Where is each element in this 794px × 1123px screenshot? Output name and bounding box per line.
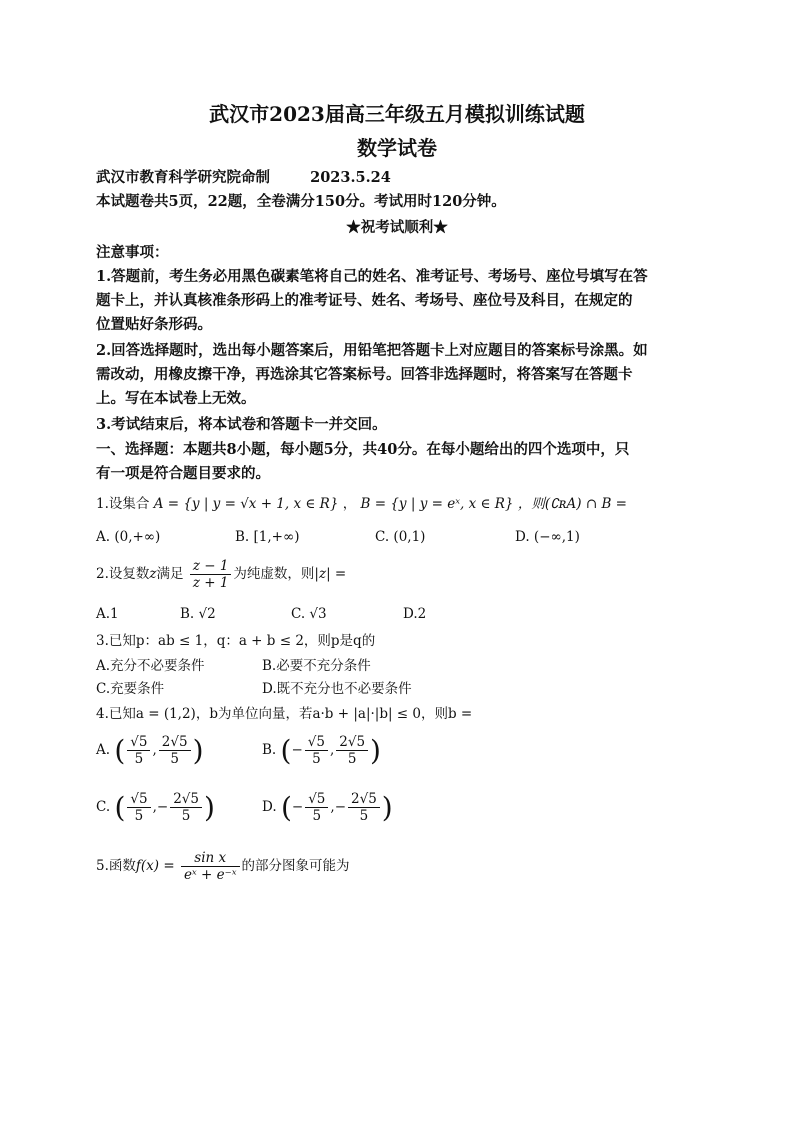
q4-numerator: √5 (127, 791, 150, 808)
q4-option-c: C. ( $\frac{√5}{5}$ ,− $\frac{2√5}{5}$ ) (96, 791, 215, 825)
q2-prefix: 2.设复数 (96, 566, 150, 583)
q2-var: z (149, 566, 157, 583)
q5-prefix: 5.函数 (96, 858, 136, 875)
q2-option-d: D.2 (403, 606, 427, 622)
q3-option-d: D.既不充分也不必要条件 (262, 681, 412, 697)
exam-meta (96, 166, 700, 187)
q2-mid: 满足 (156, 566, 184, 583)
exam-title: 武汉市2023届高三年级五月模拟训练试题 (209, 102, 585, 126)
q4-numerator: √5 (127, 734, 150, 751)
note-line: 2.回答选择题时，选出每小题答案后，用铅笔把答题卡上对应题目的答案标号涂黑。如 (96, 342, 648, 359)
q2-option-a: A.1 (96, 606, 119, 622)
q5-numerator: sin x (181, 850, 240, 867)
q4-sign: − (291, 742, 303, 759)
q4-option-d: D. (− $\frac{√5}{5}$ ,− $\frac{2√5}{5}$ ) (262, 791, 393, 825)
question-4: 4.已知a = (1,2)，b为单位向量，若a·b + |a|·|b| ≤ 0，则b = (96, 706, 473, 722)
q4-denominator: 5 (359, 808, 369, 825)
q4-numerator: 2√5 (170, 791, 202, 808)
q1-option-a: A. (0,+∞) (96, 529, 161, 545)
note-line: 3.考试结束后，将本试卷和答题卡一并交回。 (96, 416, 387, 433)
q4-denominator: 5 (134, 808, 144, 825)
q4-denominator: 5 (347, 751, 357, 768)
q4-numerator: 2√5 (336, 734, 368, 751)
note-line: 位置贴好条形码。 (96, 316, 212, 333)
q5-fraction (181, 850, 240, 883)
q4-option-label: C. (96, 799, 111, 816)
q4-denominator: 5 (170, 751, 179, 768)
q5-function: f(x) = (135, 858, 175, 875)
q2-suffix: 为纯虚数，则 (233, 566, 315, 583)
q4-sign: − (291, 799, 304, 816)
q4-sign: − (334, 799, 346, 816)
q2-fraction (190, 558, 232, 591)
q1-separator: ， (342, 496, 357, 512)
q2-denominator: z + 1 (192, 575, 229, 592)
q1-option-b: B. [1,+∞) (235, 529, 300, 545)
q2-numerator: z − 1 (190, 558, 232, 575)
q5-denominator: eˣ + e⁻ˣ (183, 867, 237, 884)
q4-denominator: 5 (181, 808, 191, 825)
q4-option-label: A. (96, 742, 111, 759)
q1-prefix: 1.设集合 (96, 496, 150, 512)
q2-option-c: C. √3 (291, 606, 327, 622)
exam-date: 2023.5.24 (310, 169, 391, 186)
note-line: 1.答题前，考生务必用黑色碳素笔将自己的姓名、准考证号、考场号、座位号填写在答 (96, 268, 648, 285)
question-1 (96, 492, 627, 512)
q1-option-d: D. (−∞,1) (515, 529, 580, 545)
exam-subtitle: 数学试卷 (357, 136, 437, 160)
notes-heading: 注意事项： (96, 244, 169, 261)
q4-option-label: D. (262, 799, 277, 816)
note-line: 题卡上，并认真核准条形码上的准考证号、姓名、考场号、座位号及科目，在规定的 (96, 292, 633, 309)
q4-option-a: A. ( $\frac{√5}{5}$ , $\frac{2√5}{5}$ ) (96, 734, 204, 768)
q4-numerator: 2√5 (348, 791, 380, 808)
q3-option-b: B.必要不充分条件 (262, 658, 371, 674)
q1-set-a: A = {y | y = √x + 1, x ∈ R} (153, 496, 339, 512)
exam-summary: 本试题卷共5页，22题，全卷满分150分。考试用时120分钟。 (96, 193, 506, 210)
question-3: 3.已知p：ab ≤ 1，q：a + b ≤ 2，则p是q的 (96, 633, 376, 649)
q4-option-label: B. (262, 742, 277, 759)
q4-numerator: 2√5 (159, 734, 191, 751)
q1-ask: ，则(∁ʀA) ∩ B = (517, 496, 627, 512)
q1-option-c: C. (0,1) (375, 529, 426, 545)
q3-option-a: A.充分不必要条件 (96, 658, 205, 674)
question-5 (96, 850, 350, 883)
note-line: 上。写在本试卷上无效。 (96, 390, 256, 407)
q4-numerator: √5 (305, 734, 328, 751)
section-heading: 有一项是符合题目要求的。 (96, 465, 270, 482)
q5-suffix: 的部分图象可能为 (241, 858, 350, 875)
q4-denominator: 5 (312, 751, 321, 768)
note-line: 需改动，用橡皮擦干净，再选涂其它答案标号。回答非选择题时，将答案写在答题卡 (96, 366, 633, 383)
section-heading: 一、选择题：本题共8小题，每小题5分，共40分。在每小题给出的四个选项中，只 (96, 441, 630, 458)
q4-numerator: √5 (305, 791, 328, 808)
q4-sign: − (156, 799, 169, 816)
q4-denominator: 5 (312, 808, 322, 825)
q2-abs: |z| = (314, 566, 347, 583)
q2-option-b: B. √2 (180, 606, 216, 622)
good-luck-banner: ★祝考试顺利★ (346, 219, 448, 236)
q4-option-b: B. (− $\frac{√5}{5}$ , $\frac{2√5}{5}$ ) (262, 734, 381, 768)
institute: 武汉市教育科学研究院命制 (96, 169, 270, 186)
question-2 (96, 558, 346, 591)
q3-option-c: C.充要条件 (96, 681, 165, 697)
q1-set-b: B = {y | y = eˣ, x ∈ R} (360, 496, 514, 512)
q4-denominator: 5 (134, 751, 144, 768)
